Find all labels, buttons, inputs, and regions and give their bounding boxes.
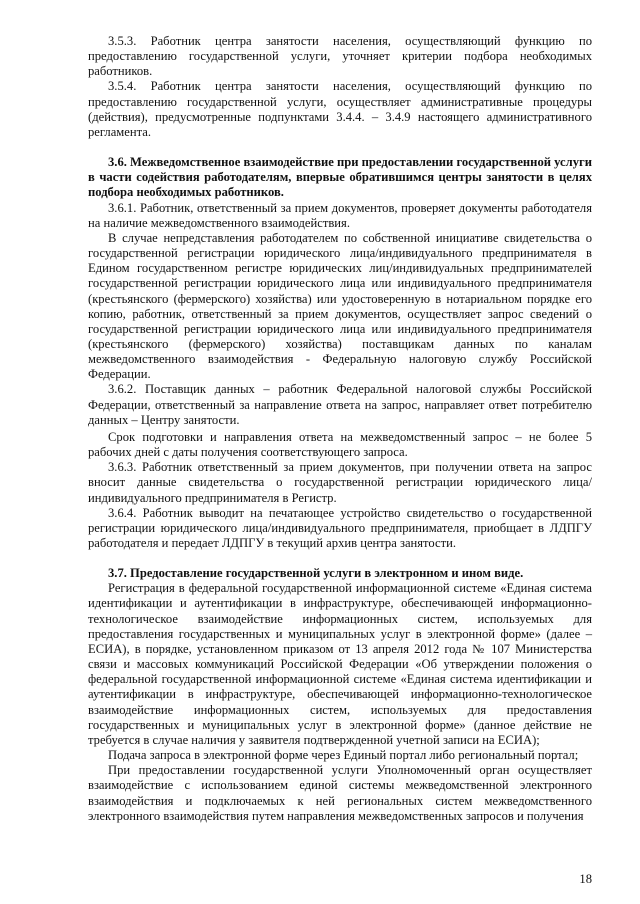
paragraph-3-7-submission: Подача запроса в электронной форме через Единый портал либо региональный портал; <box>108 748 579 763</box>
paragraph-3-5-4: 3.5.4. Работник центра занятости населения, осуществляющий функцию по предоставлению государственной услуги, осуществляет административные процедуры (действия), предусмотренные подпунктами 3.4.4. – 3.4.9 настоящего административного регламента. <box>88 79 592 139</box>
paragraph-3-6-3: 3.6.3. Работник ответственный за прием документов, при получении ответа на запрос вносит данные свидетельства о государственной регистрации юридического лица/индивидуального предпринимателя в Регистр. <box>88 460 592 505</box>
paragraph-3-6-1-detail: В случае непредставления работодателем по собственной инициативе свидетельства о государственной регистрации юридического лица/индивидуального предпринимателя в Едином государственном регистре юридических лиц/индивидуальных предпринимателей государственной регистрации юридического лица или индивидуального предпринимателя (крестьянского (фермерского) хозяйства) или удостоверенную в нотариальном порядке его копию, работник, ответственный за прием документов, осуществляет запрос сведений о государственной регистрации юридического лица или индивидуального предпринимателя (крестьянского (фермерского) хозяйства) поставщикам данных по каналам межведомственного взаимодействия - Федеральную налоговую службу Российской Федерации. <box>88 230 592 382</box>
paragraph-3-5-3: 3.5.3. Работник центра занятости населения, осуществляющий функцию по предоставлению государственной услуги, уточняет критерии подбора необходимых работников. <box>88 34 592 79</box>
spacer <box>88 551 592 566</box>
paragraph-3-7-interaction: При предоставлении государственной услуги Уполномоченный орган осуществляет взаимодействие с использованием единой системы межведомственной электронного взаимодействия и подключаемых к ней региональных систем межведомственного электронного взаимодействия путем направления межведомственных запросов и получения <box>88 763 592 823</box>
paragraph-3-6-2-deadline: Срок подготовки и направления ответа на межведомственный запрос – не более 5 рабочих дней с даты получения соответствующего запроса. <box>88 429 592 460</box>
page-number: 18 <box>579 872 592 886</box>
spacer <box>88 140 592 155</box>
paragraph-3-7-registration: Регистрация в федеральной государственной информационной системе «Единая система идентификации и аутентификации в инфраструктуре, обеспечивающей информационно-технологическое взаимодействие информационных систем, используемых для предоставления государственных и муниципальных услуг в электронной форме» (далее – ЕСИА), в порядке, установленном приказом от 13 апреля 2012 года № 107 Министерства связи и массовых коммуникаций Российской Федерации «Об утверждении положения о федеральной государственной информационной системе «Единая система идентификации и аутентификации в инфраструктуре, обеспечивающей информационно-технологическое взаимодействие информационных систем, используемых для предоставления государственных и муниципальных услуг в электронной форме» (данное действие не требуется в случае наличия у заявителя подтвержденной учетной записи на ЕСИА); <box>88 581 592 747</box>
section-heading-3-7: 3.7. Предоставление государственной услуги в электронном и ином виде. <box>108 566 524 581</box>
paragraph-3-6-2: 3.6.2. Поставщик данных – работник Федеральной налоговой службы Российской Федерации, ответственный за направление ответа на запрос, направляет ответ потребителю данных – Центру занятости. <box>88 382 592 427</box>
section-heading-3-6: 3.6. Межведомственное взаимодействие при предоставлении государственной услуги в части содействия работодателям, впервые обратившимся центры занятости в целях подбора необходимых работников. <box>88 155 592 200</box>
paragraph-3-6-4: 3.6.4. Работник выводит на печатающее устройство свидетельство о государственной регистрации юридического лица/индивидуального предпринимателя, приобщает в ЛДПГУ работодателя и передает ЛДПГУ в текущий архив центра занятости. <box>88 505 592 550</box>
paragraph-3-6-1: 3.6.1. Работник, ответственный за прием документов, проверяет документы работодателя на наличие межведомственного взаимодействия. <box>88 200 592 230</box>
